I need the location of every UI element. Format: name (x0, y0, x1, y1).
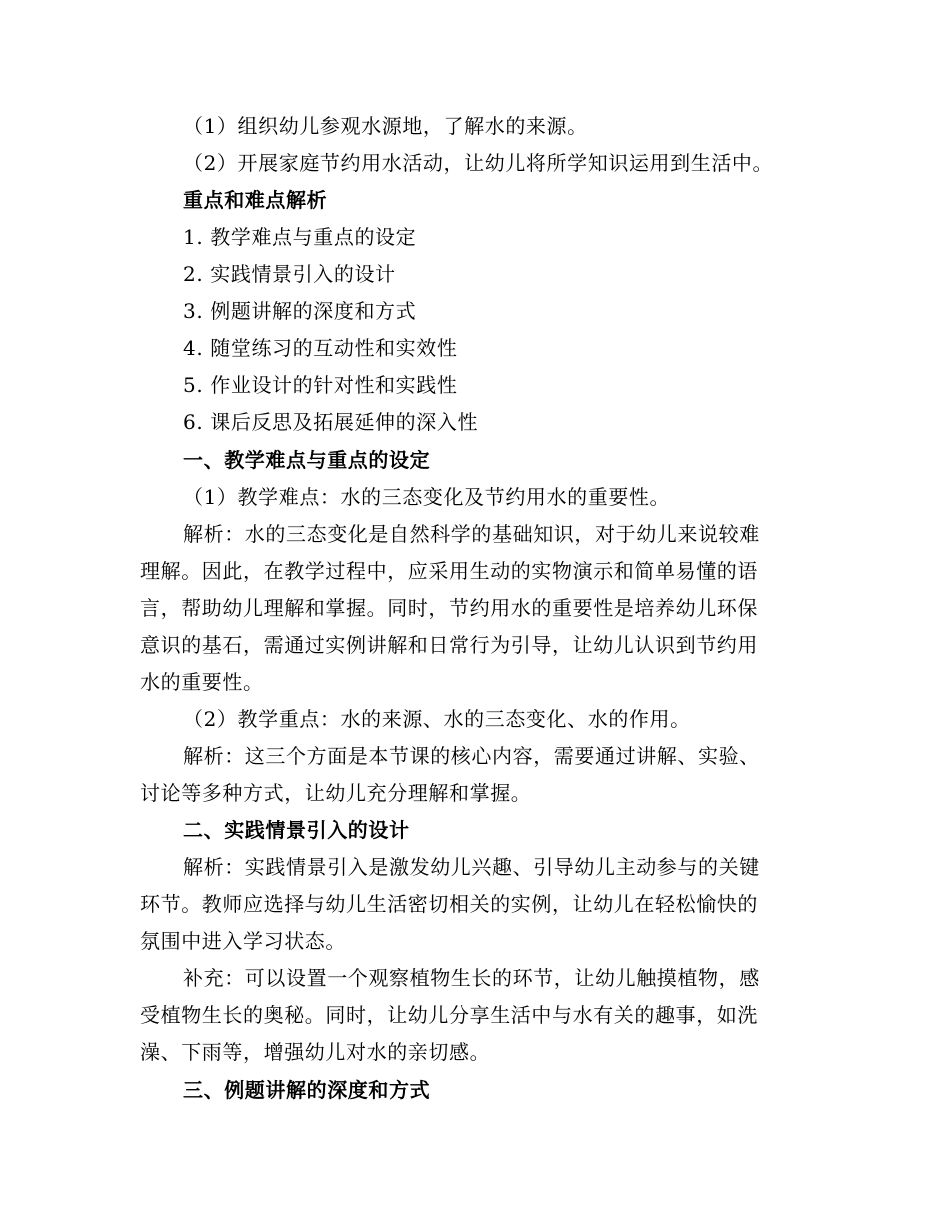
section1-para1-line3: 言，帮助幼儿理解和掌握。同时，节约用水的重要性是培养幼儿环保 (140, 596, 758, 620)
analysis-heading: 重点和难点解析 (183, 188, 328, 212)
analysis-list-item-2: 2. 实践情景引入的设计 (183, 262, 396, 286)
section2-para2-line3: 澡、下雨等，增强幼儿对水的亲切感。 (140, 1040, 491, 1064)
section1-para1-line4: 意识的基石，需通过实例讲解和日常行为引导，让幼儿认识到节约用 (140, 633, 758, 657)
analysis-list-item-1: 1. 教学难点与重点的设定 (183, 225, 417, 249)
section1-para1-line2: 理解。因此，在教学过程中，应采用生动的实物演示和简单易懂的语 (140, 559, 758, 583)
section2-para1-line3: 氛围中进入学习状态。 (140, 929, 346, 953)
section1-heading: 一、教学难点与重点的设定 (183, 448, 431, 472)
section2-para1-line2: 环节。教师应选择与幼儿生活密切相关的实例，让幼儿在轻松愉快的 (140, 892, 758, 916)
activity-item-1: （1）组织幼儿参观水源地，了解水的来源。 (183, 114, 588, 138)
section1-para1-line5: 水的重要性。 (140, 670, 264, 694)
section1-point2: （2）教学重点：水的来源、水的三态变化、水的作用。 (183, 707, 691, 731)
section2-heading: 二、实践情景引入的设计 (183, 818, 410, 842)
analysis-list-item-6: 6. 课后反思及拓展延伸的深入性 (183, 410, 479, 434)
section1-para1-line1: 解析：水的三态变化是自然科学的基础知识，对于幼儿来说较难 (183, 522, 760, 546)
analysis-list-item-4: 4. 随堂练习的互动性和实效性 (183, 336, 458, 360)
section2-para2-line2: 受植物生长的奥秘。同时，让幼儿分享生活中与水有关的趣事，如洗 (140, 1003, 758, 1027)
activity-item-2: （2）开展家庭节约用水活动，让幼儿将所学知识运用到生活中。 (183, 151, 774, 175)
section3-heading: 三、例题讲解的深度和方式 (183, 1078, 431, 1102)
section2-para1-line1: 解析：实践情景引入是激发幼儿兴趣、引导幼儿主动参与的关键 (183, 855, 760, 879)
analysis-list-item-5: 5. 作业设计的针对性和实践性 (183, 373, 458, 397)
section1-para2-line2: 讨论等多种方式，让幼儿充分理解和掌握。 (140, 781, 532, 805)
analysis-list-item-3: 3. 例题讲解的深度和方式 (183, 299, 417, 323)
section1-para2-line1: 解析：这三个方面是本节课的核心内容，需要通过讲解、实验、 (183, 744, 760, 768)
section1-point1: （1）教学难点：水的三态变化及节约用水的重要性。 (183, 485, 671, 509)
section2-para2-line1: 补充：可以设置一个观察植物生长的环节，让幼儿触摸植物，感 (183, 966, 760, 990)
